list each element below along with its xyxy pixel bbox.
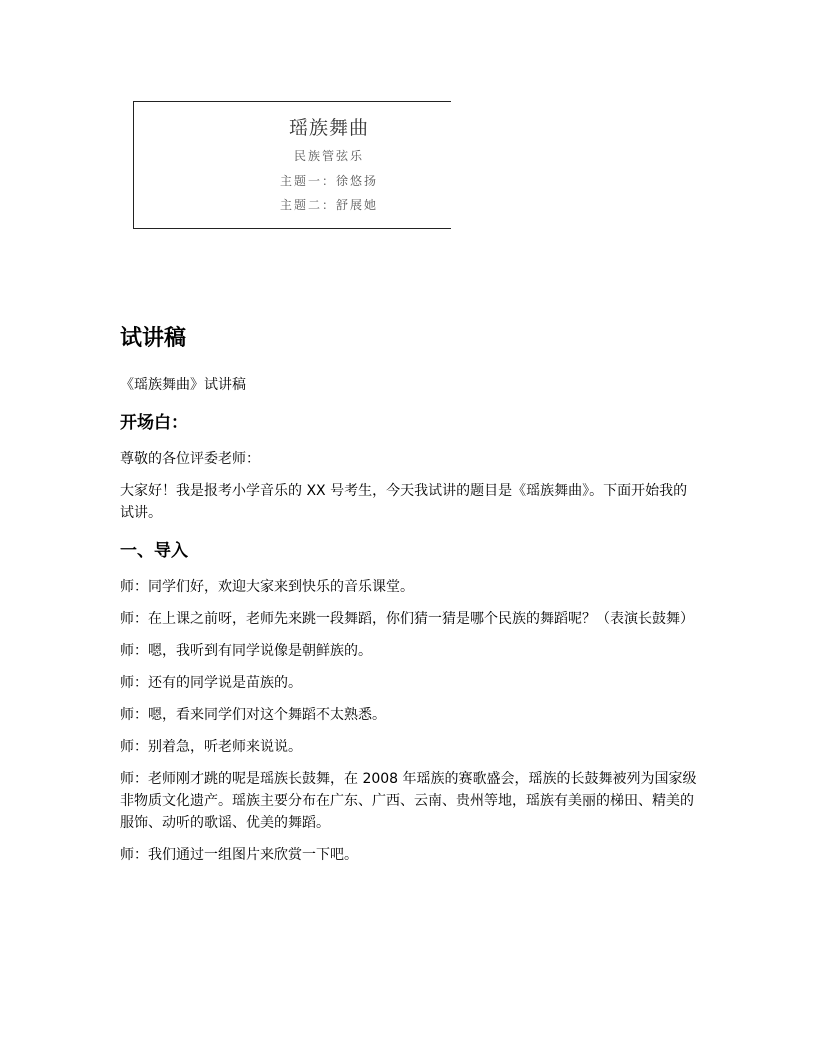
paragraph: 师：在上课之前呀，老师先来跳一段舞蹈，你们猜一猜是哪个民族的舞蹈呢？（表演长鼓舞） — [120, 611, 694, 627]
paragraph: 师：嗯，我听到有同学说像是朝鲜族的。 — [120, 643, 372, 659]
paragraph: 师：别着急，听老师来说说。 — [120, 739, 302, 755]
cover-title: 瑶族舞曲 — [288, 117, 369, 139]
document-body — [120, 318, 700, 866]
paragraph: 尊敬的各位评委老师： — [120, 451, 260, 467]
opening-heading: 开场白： — [120, 413, 188, 433]
document-subtitle: 《瑶族舞曲》试讲稿 — [120, 377, 246, 393]
paragraph: 师：嗯，看来同学们对这个舞蹈不太熟悉。 — [120, 707, 386, 723]
paragraph: 师：老师刚才跳的呢是瑶族长鼓舞，在 2008 年瑶族的赛歌盛会，瑶族的长鼓舞被列为国家级非物质文化遗产。瑶族主要分布在广东、广西、云南、贵州等地，瑶族有美丽的梯田、精美的服饰、动听的歌谣、优美的舞蹈。 — [120, 771, 697, 831]
intro-heading: 一、导入 — [120, 541, 188, 561]
paragraph: 大家好！我是报考小学音乐的 XX 号考生，今天我试讲的题目是《瑶族舞曲》。下面开始我的试讲。 — [120, 483, 688, 521]
paragraph: 师：我们通过一组图片来欣赏一下吧。 — [120, 847, 358, 863]
document-title: 试讲稿 — [120, 326, 187, 351]
paragraph: 师：还有的同学说是苗族的。 — [120, 675, 302, 691]
cover-line-theme-1: 主题一：徐悠扬 — [279, 174, 378, 188]
cover-line-theme-2: 主题二：舒展她 — [279, 198, 378, 212]
paragraph: 师：同学们好，欢迎大家来到快乐的音乐课堂。 — [120, 579, 414, 595]
cover-line-genre: 民族管弦乐 — [293, 149, 364, 163]
cover-image — [133, 101, 451, 229]
